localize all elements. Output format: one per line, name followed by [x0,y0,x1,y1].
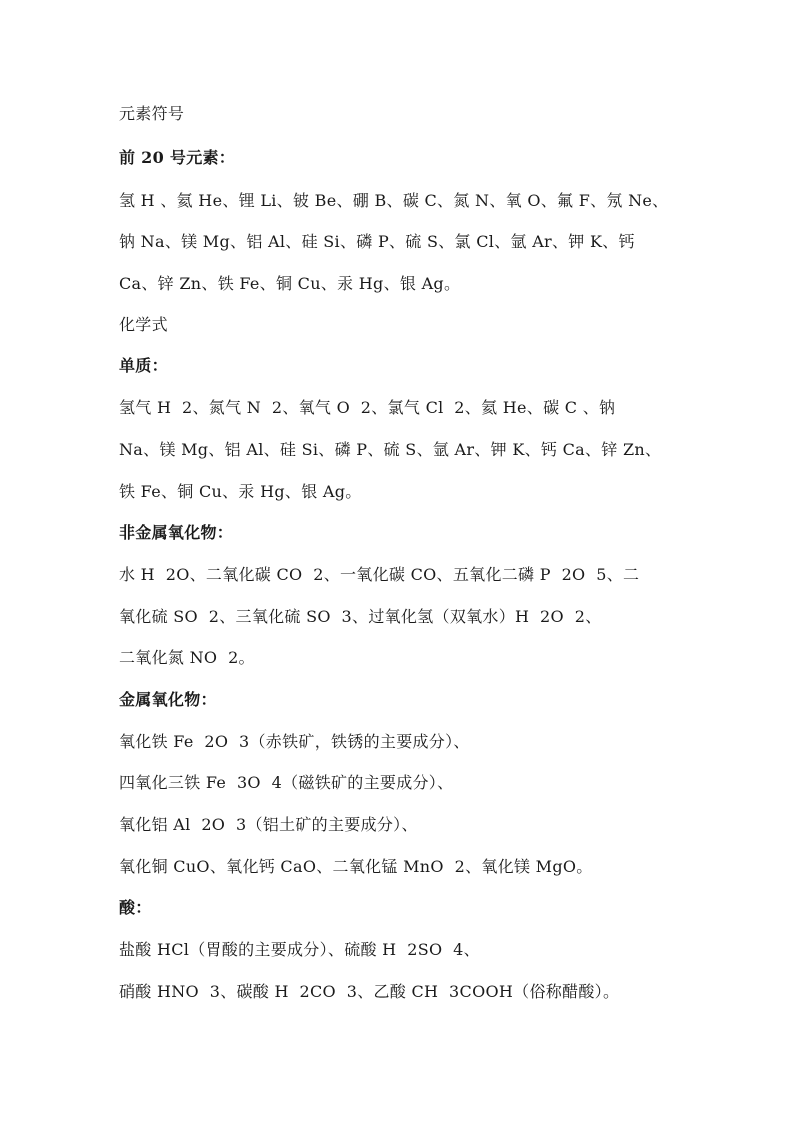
paragraph-line: 盐酸 HCl（胃酸的主要成分）、硫酸 H 2SO 4、 [119,940,480,959]
paragraph-line: Ca、锌 Zn、铁 Fe、铜 Cu、汞 Hg、银 Ag。 [119,274,461,293]
heading-elements-simple-substances: 单质： [119,356,168,375]
heading-metal-oxides: 金属氧化物： [119,690,217,709]
paragraph-line: Na、镁 Mg、铝 Al、硅 Si、磷 P、硫 S、氩 Ar、钾 K、钙 Ca、锌 Zn、 [119,440,662,459]
section-title-chemical-formula: 化学式 [119,315,168,334]
heading-first-20-elements: 前 20 号元素： [119,148,236,167]
paragraph-line: 氧化铁 Fe 2O 3（赤铁矿，铁锈的主要成分）、 [119,732,470,751]
paragraph-line: 氧化铜 CuO、氧化钙 CaO、二氧化锰 MnO 2、氧化镁 MgO。 [119,857,593,876]
paragraph-line: 水 H 2O、二氧化碳 CO 2、一氧化碳 CO、五氧化二磷 P 2O 5、二 [119,565,640,584]
paragraph-line: 四氧化三铁 Fe 3O 4（磁铁矿的主要成分）、 [119,773,454,792]
paragraph-line: 氧化硫 SO 2、三氧化硫 SO 3、过氧化氢（双氧水）H 2O 2、 [119,607,602,626]
paragraph-line: 钠 Na、镁 Mg、铝 Al、硅 Si、磷 P、硫 S、氯 Cl、氩 Ar、钾 K、钙 [119,232,635,251]
paragraph-line: 氧化铝 Al 2O 3（铝土矿的主要成分）、 [119,815,418,834]
paragraph-line: 氢气 H 2、氮气 N 2、氧气 O 2、氯气 Cl 2、氦 He、碳 C 、钠 [119,398,616,417]
section-title-element-symbols: 元素符号 [119,104,185,123]
heading-nonmetal-oxides: 非金属氧化物： [119,523,234,542]
paragraph-line: 氢 H 、氦 He、锂 Li、铍 Be、硼 B、碳 C、氮 N、氧 O、氟 F、氖 Ne、 [119,191,669,210]
paragraph-line: 二氧化氮 NO 2。 [119,648,255,667]
paragraph-line: 硝酸 HNO 3、碳酸 H 2CO 3、乙酸 CH 3COOH（俗称醋酸）。 [119,982,620,1001]
paragraph-line: 铁 Fe、铜 Cu、汞 Hg、银 Ag。 [119,482,362,501]
heading-acids: 酸： [119,898,152,917]
